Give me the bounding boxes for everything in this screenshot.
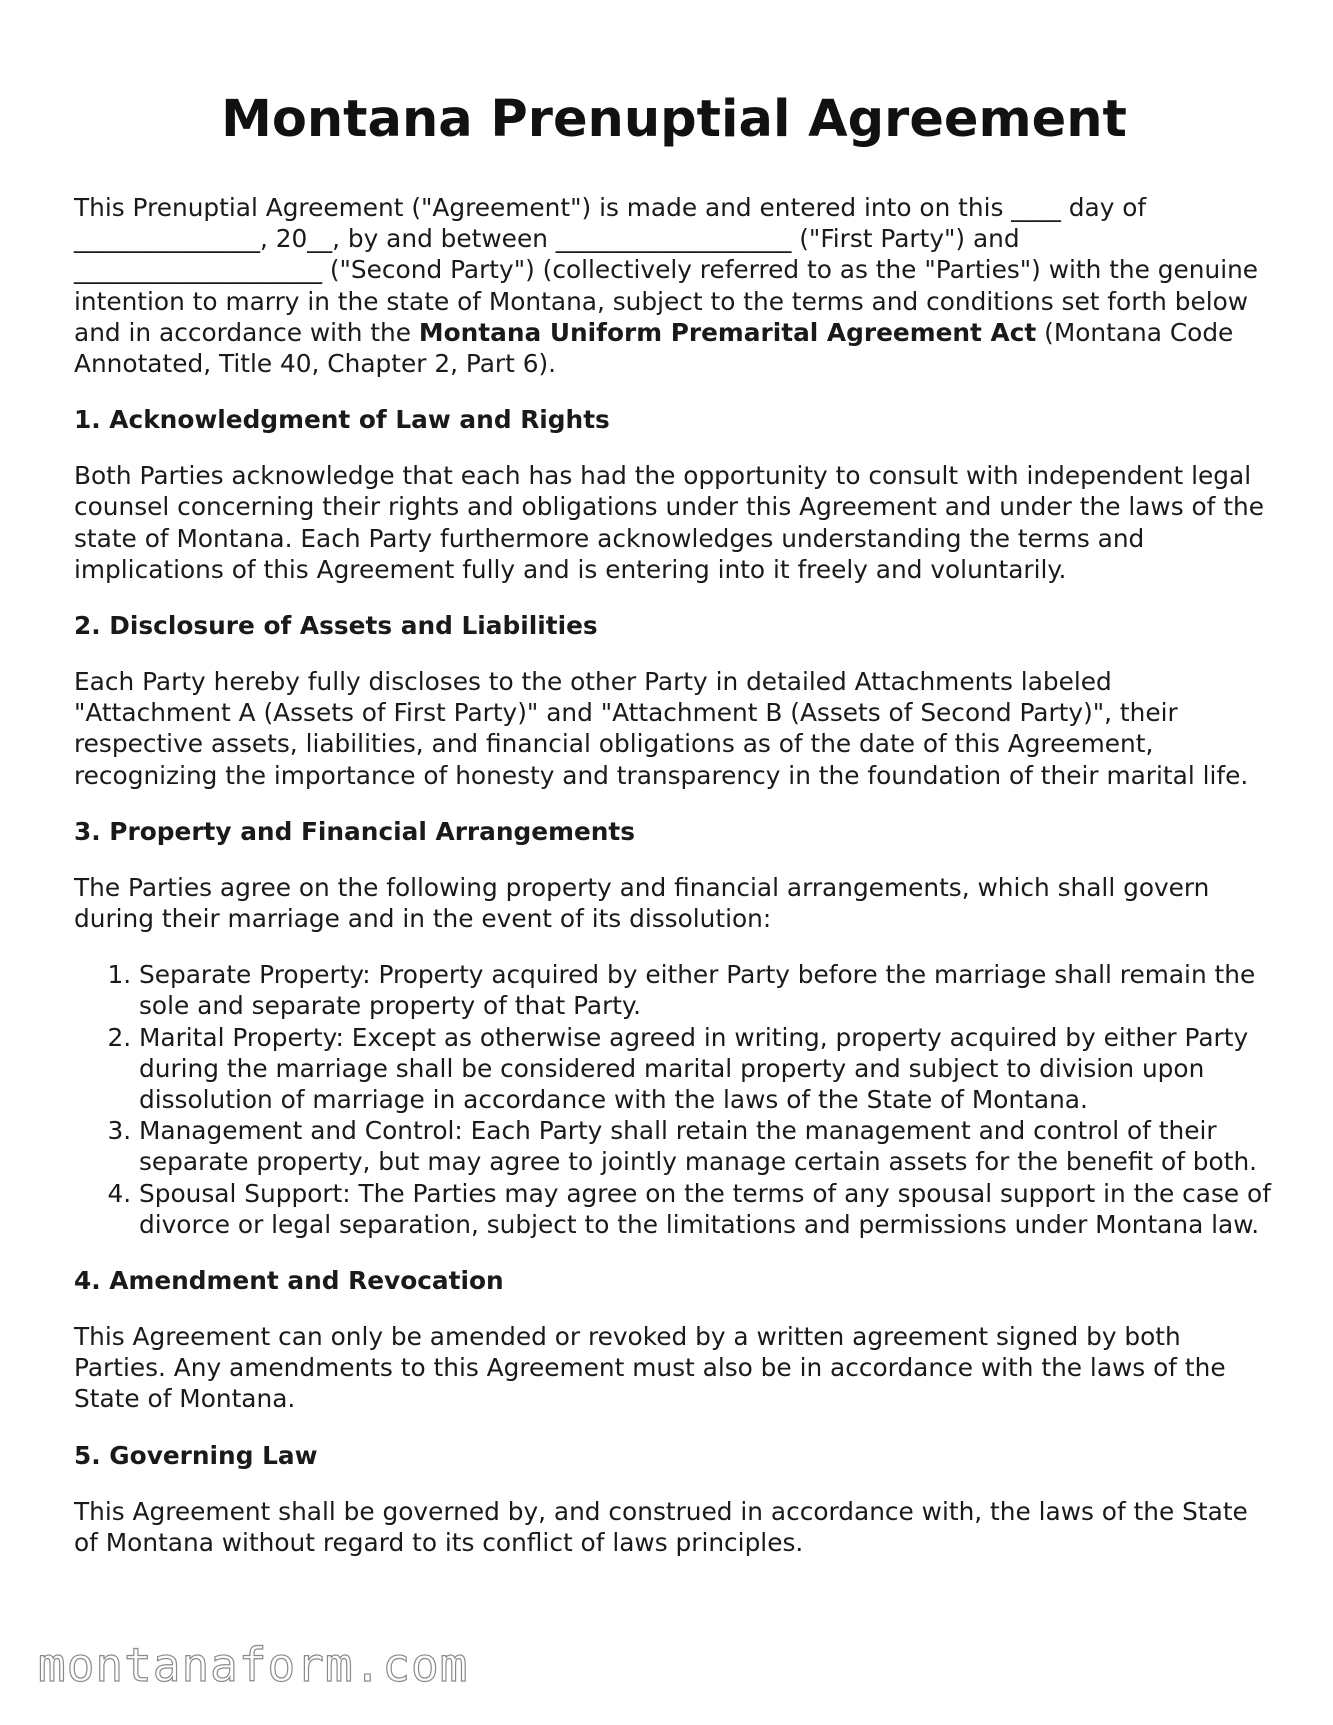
act-name: Montana Uniform Premarital Agreement Act [418,317,1037,347]
section-body-property: The Parties agree on the following property and financial arrangements, which shall govern during their marriage and in the event of its dissolution: [74,872,1210,934]
property-arrangements-list [74,959,1274,1240]
section-body-governing-law: This Agreement shall be governed by, and construed in accordance with, the laws of the State of Montana without regard to its conflict of laws principles. [74,1496,1248,1557]
document-page [74,90,1274,1558]
list-item: 2. Marital Property: Except as otherwise agreed in writing, property acquired by either Party during the marriage shall be considered marital property and subject to division upon dissolution of marriage in accordance with the laws of the State of Montana. [139,1022,1274,1116]
list-item: 4. Spousal Support: The Parties may agree on the terms of any spousal support in the case of divorce or legal separation, subject to the limitations and permissions under Montana law. [139,1178,1274,1240]
list-item: 1. Separate Property: Property acquired by either Party before the marriage shall remain the sole and separate property of that Party. [139,959,1274,1021]
intro-paragraph [74,192,1274,379]
intro-text-before-act: This Prenuptial Agreement ("Agreement") is made and entered into on this ____ day of _______________, 20__, by and between ___________________ ("First Party") and ____________________ ("Second Party") (collectively referred to as the "Parties") with the genuine intention to marry in the state of Montana, subject to the terms and conditions set forth below and in accordance with the [74,193,1259,347]
section-body-acknowledgment: Both Parties acknowledge that each has had the opportunity to consult with independent legal counsel concerning their rights and obligations under this Agreement and under the laws of the state of Montana. Each Party furthermore acknowledges understanding the terms and implications of this Agreement fully and is entering into it freely and voluntarily. [74,461,1264,584]
section-body-amendment: This Agreement can only be amended or revoked by a written agreement signed by both Parties. Any amendments to this Agreement must also be in accordance with the laws of the State of Montana. [74,1322,1226,1414]
section-heading-acknowledgment: 1. Acknowledgment of Law and Rights [74,405,610,435]
section-body-disclosure: Each Party hereby fully discloses to the other Party in detailed Attachments labeled "Attachment A (Assets of First Party)" and "Attachment B (Assets of Second Party)", their respective assets, liabilities, and financial obligations as of the date of this Agreement, recognizing the importance of honesty and transparency in the foundation of their marital life. [74,667,1249,790]
section-heading-governing-law: 5. Governing Law [74,1440,318,1470]
page-title: Montana Prenuptial Agreement [221,90,1127,149]
section-heading-property: 3. Property and Financial Arrangements [74,816,636,846]
watermark: montanaform.com [38,1638,469,1692]
intro-text-after-act: (Montana Code Annotated, Title 40, Chapter 2, Part 6). [74,317,1234,379]
section-heading-disclosure: 2. Disclosure of Assets and Liabilities [74,611,598,641]
section-heading-amendment: 4. Amendment and Revocation [74,1266,504,1296]
list-item: 3. Management and Control: Each Party shall retain the management and control of their separate property, but may agree to jointly manage certain assets for the benefit of both. [139,1115,1274,1177]
